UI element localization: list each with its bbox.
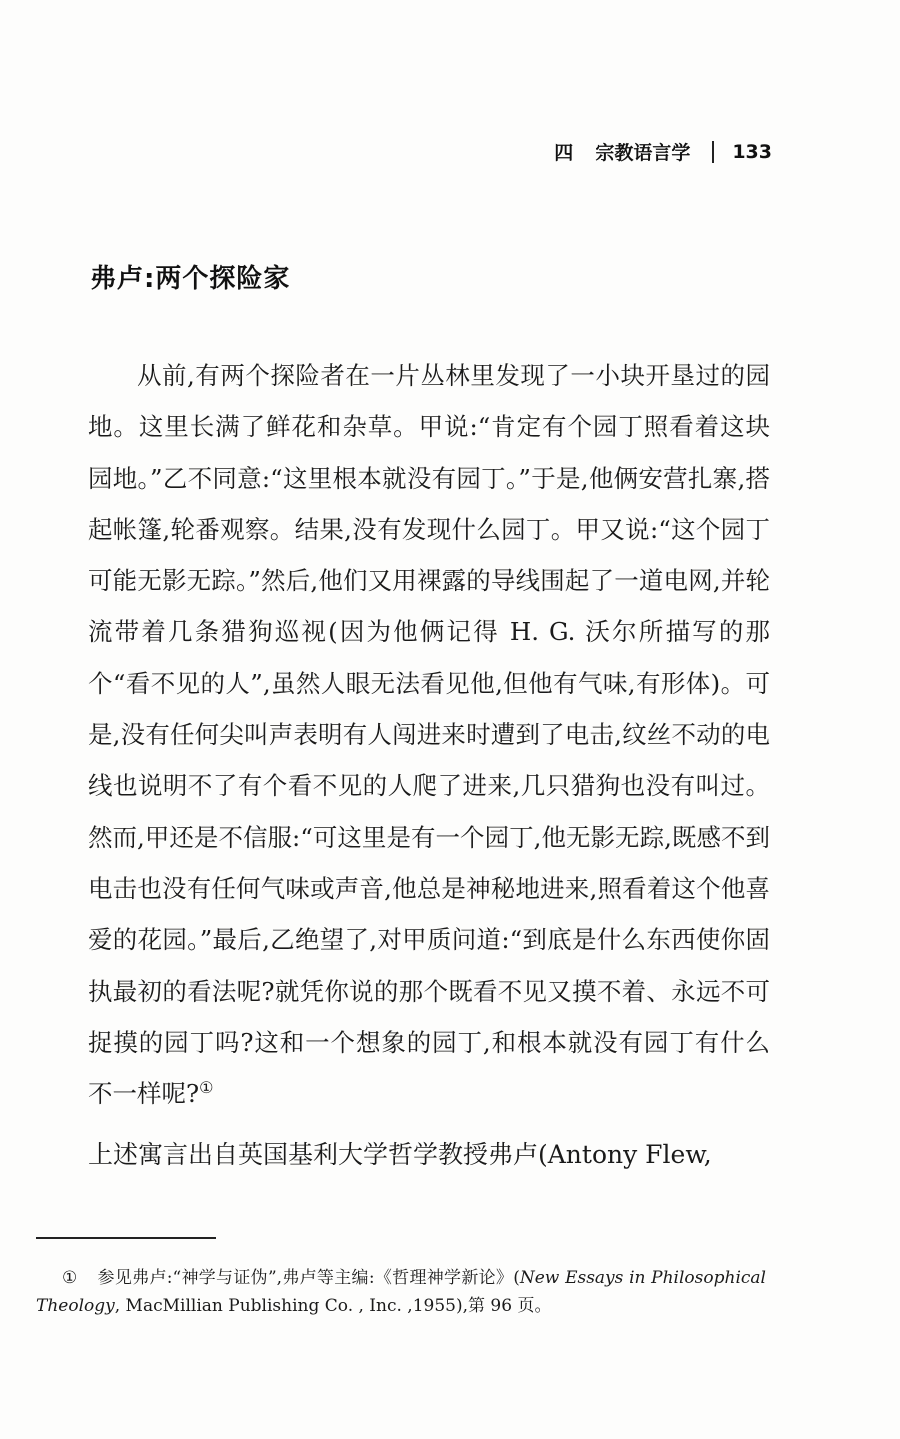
body-paragraph: 上述寓言出自英国基利大学哲学教授弗卢(Antony Flew,	[88, 1140, 712, 1169]
footnote-divider	[36, 1237, 216, 1239]
footnote-text-before: 参见弗卢:“神学与证伪”,弗卢等主编:《哲理神学新论》(	[97, 1268, 520, 1288]
section-title: 弗卢:两个探险家	[90, 264, 291, 294]
footnote-book-title: New Essays in Philosophical Theology	[36, 1268, 766, 1316]
chapter-number: 四	[554, 142, 574, 164]
footnote-text-after: , MacMillian Publishing Co. , Inc. ,1955),第 96 页。	[114, 1296, 552, 1316]
footnote-number: ①	[62, 1268, 78, 1288]
quote-paragraph	[88, 350, 770, 1119]
footnote-reference: ①	[199, 1078, 214, 1097]
page-number: 133	[732, 140, 772, 163]
quote-text: 从前,有两个探险者在一片丛林里发现了一小块开垦过的园地。这里长满了鲜花和杂草。甲说:“肯定有个园丁照看着这块园地。”乙不同意:“这里根本就没有园丁。”于是,他俩安营扎寨,搭起帐篷,轮番观察。结果,没有发现什么园丁。甲又说:“这个园丁可能无影无踪。”然后,他们又用裸露的导线围起了一道电网,并轮流带着几条猎狗巡视(因为他俩记得 H. G. 沃尔所描写的那个“看不见的人”,虽然人眼无法看见他,但他有气味,有形体)。可是,没有任何尖叫声表明有人闯进来时遭到了电击,纹丝不动的电线也说明不了有个看不见的人爬了进来,几只猎狗也没有叫过。然而,甲还是不信服:“可这里是有一个园丁,他无影无踪,既感不到电击也没有任何气味或声音,他总是神秘地进来,照看着这个他喜爱的花园。”最后,乙绝望了,对甲质问道:“到底是什么东西使你固执最初的看法呢?就凭你说的那个既看不见又摸不着、永远不可捉摸的园丁吗?这和一个想象的园丁,和根本就没有园丁有什么不一样呢?	[88, 361, 770, 1109]
footnote	[36, 1264, 766, 1320]
block-quote	[88, 350, 770, 1119]
chapter-title: 宗教语言学	[595, 142, 691, 164]
header-divider	[712, 141, 714, 163]
running-header	[554, 138, 772, 165]
